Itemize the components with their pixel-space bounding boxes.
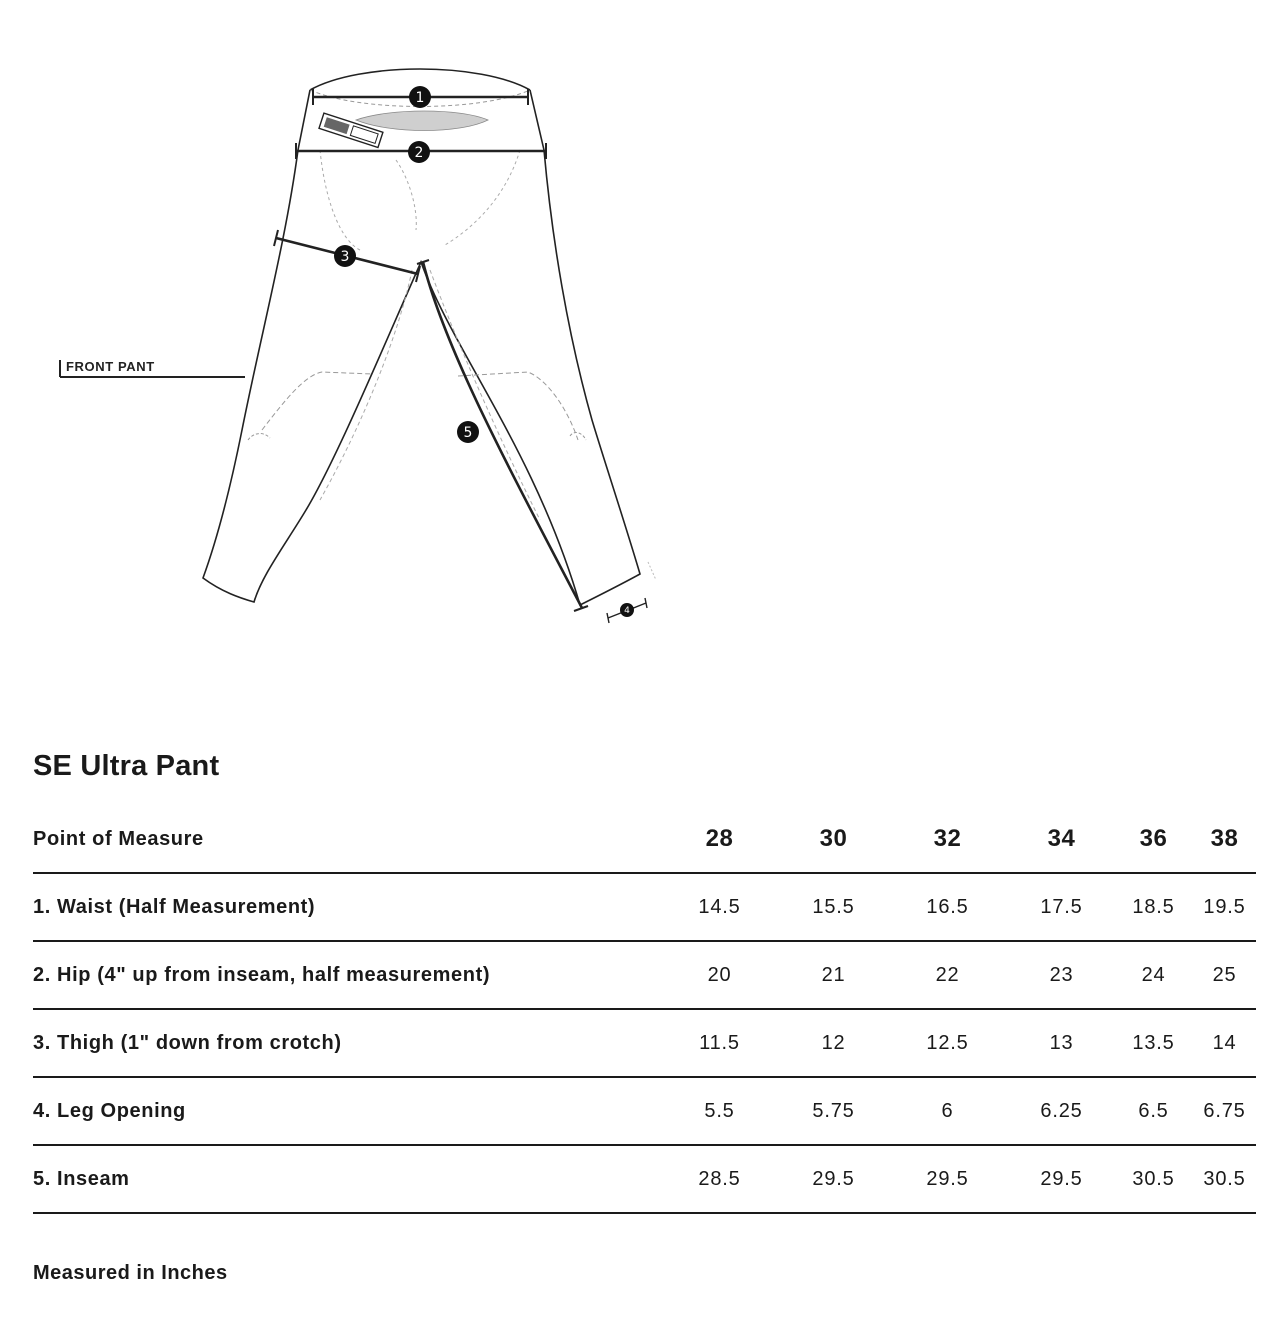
table-row (33, 1009, 1256, 1077)
measure-value: 20 (707, 963, 732, 986)
measure-value: 15.5 (812, 895, 855, 918)
pant-measurement-diagram (0, 0, 700, 680)
table-row (33, 1145, 1256, 1213)
measure-value: 5.5 (704, 1099, 735, 1122)
measure-value: 14.5 (698, 895, 741, 918)
measure-value: 13.5 (1132, 1031, 1175, 1054)
measure-value: 13 (1049, 1031, 1074, 1054)
table-row (33, 1077, 1256, 1145)
pant-illustration (0, 0, 700, 680)
svg-text:5: 5 (463, 425, 473, 441)
table-row (33, 873, 1256, 941)
size-header: 32 (933, 825, 962, 852)
size-header: 34 (1047, 825, 1076, 852)
measure-value: 25 (1212, 963, 1237, 986)
measure-label: 5. Inseam (33, 1167, 130, 1190)
table-header-row (33, 806, 1256, 873)
svg-text:1: 1 (415, 90, 425, 106)
measure-value: 29.5 (1040, 1167, 1083, 1190)
measure-value: 17.5 (1040, 895, 1083, 918)
measure-value: 6 (941, 1099, 954, 1122)
size-chart-table (33, 806, 1256, 1214)
size-header: 38 (1210, 825, 1239, 852)
measure-label: 2. Hip (4" up from inseam, half measurement) (33, 963, 491, 986)
measure-value: 21 (821, 963, 846, 986)
measure-value: 11.5 (699, 1031, 740, 1054)
svg-text:4: 4 (624, 606, 630, 616)
measure-label: 1. Waist (Half Measurement) (33, 895, 316, 918)
size-header: 30 (819, 825, 848, 852)
size-header: 36 (1139, 825, 1168, 852)
measure-value: 5.75 (812, 1099, 855, 1122)
size-header: 28 (705, 825, 734, 852)
table-row (33, 941, 1256, 1009)
measure-value: 23 (1049, 963, 1074, 986)
svg-text:2: 2 (414, 145, 424, 161)
measure-value: 19.5 (1203, 895, 1246, 918)
measure-label: 3. Thigh (1" down from crotch) (33, 1031, 342, 1054)
measure-value: 24 (1141, 963, 1166, 986)
product-title: SE Ultra Pant (33, 750, 220, 782)
measure-value: 6.75 (1203, 1099, 1246, 1122)
measure-value: 18.5 (1132, 895, 1175, 918)
front-pant-label: FRONT PANT (66, 359, 155, 374)
measure-value: 30.5 (1132, 1167, 1175, 1190)
measure-value: 29.5 (812, 1167, 855, 1190)
measure-value: 12 (821, 1031, 846, 1054)
measure-value: 22 (935, 963, 960, 986)
measure-value: 14 (1212, 1031, 1237, 1054)
measure-value: 29.5 (926, 1167, 969, 1190)
measure-value: 30.5 (1203, 1167, 1246, 1190)
measure-value: 16.5 (926, 895, 969, 918)
measure-value: 28.5 (698, 1167, 741, 1190)
point-of-measure-header: Point of Measure (33, 827, 204, 850)
units-footnote: Measured in Inches (33, 1262, 228, 1284)
svg-text:3: 3 (340, 249, 350, 265)
measure-value: 6.25 (1040, 1099, 1083, 1122)
measure-value: 6.5 (1138, 1099, 1169, 1122)
measure-value: 12.5 (926, 1031, 969, 1054)
measure-label: 4. Leg Opening (33, 1099, 186, 1122)
